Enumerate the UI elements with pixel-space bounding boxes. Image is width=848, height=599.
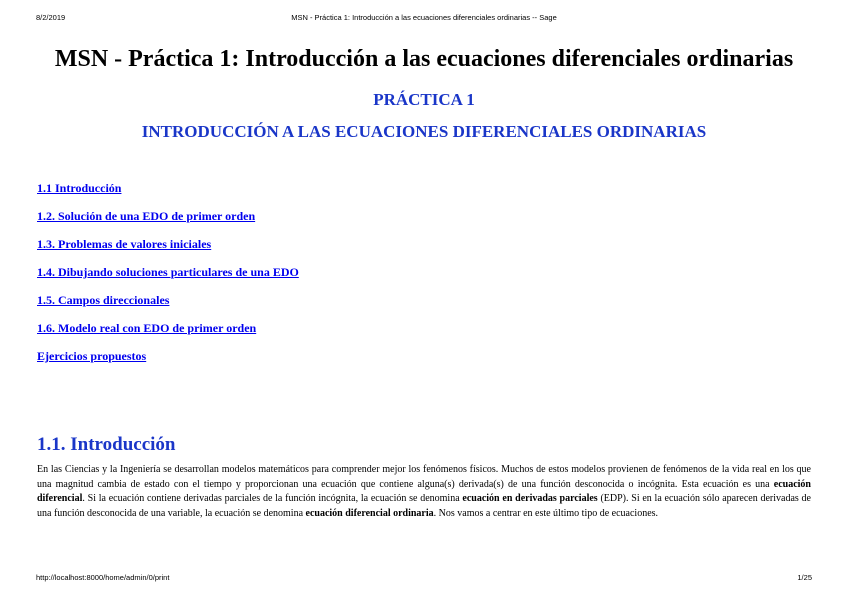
toc-link-valores-iniciales[interactable]: 1.3. Problemas de valores iniciales xyxy=(37,237,212,251)
print-title: MSN - Práctica 1: Introducción a las ecuaciones diferenciales ordinarias -- Sage xyxy=(291,13,557,22)
toc-link-modelo-real[interactable]: 1.6. Modelo real con EDO de primer orden xyxy=(37,321,257,335)
toc-item xyxy=(37,292,299,320)
page-number: 1/25 xyxy=(797,573,812,582)
toc-item xyxy=(37,264,299,292)
toc-item xyxy=(37,180,299,208)
toc-link-campos-direccionales[interactable]: 1.5. Campos direccionales xyxy=(37,293,170,307)
term-edo: ecuación diferencial ordinaria xyxy=(305,507,434,519)
page-title: MSN - Práctica 1: Introducción a las ecuaciones diferenciales ordinarias xyxy=(54,46,794,72)
practice-topic-heading: INTRODUCCIÓN A LAS ECUACIONES DIFERENCIALES ORDINARIAS xyxy=(141,122,707,141)
section-heading-introduccion: 1.1. Introducción xyxy=(37,434,176,455)
toc-link-solucion-edo[interactable]: 1.2. Solución de una EDO de primer orden xyxy=(37,209,256,223)
term-ecuacion-diferencial: ecuación diferencial xyxy=(37,478,811,504)
table-of-contents xyxy=(37,180,299,376)
toc-link-soluciones-particulares[interactable]: 1.4. Dibujando soluciones particulares de una EDO xyxy=(37,265,299,279)
print-date: 8/2/2019 xyxy=(36,13,66,22)
term-edp: ecuación en derivadas parciales xyxy=(462,493,598,504)
intro-paragraph xyxy=(37,463,811,521)
print-footer xyxy=(36,573,812,585)
toc-item xyxy=(37,348,299,376)
toc-item xyxy=(37,208,299,236)
paragraph-text: (EDP). Si en la ecuación sólo aparecen derivadas de una función desconocida de una variable, la ecuación se denomina xyxy=(37,493,811,519)
toc-item xyxy=(37,320,299,348)
toc-item xyxy=(37,236,299,264)
paragraph-text: . Nos vamos a centrar en este último tipo de ecuaciones. xyxy=(433,507,659,519)
practice-number-heading: PRÁCTICA 1 xyxy=(373,90,475,109)
toc-link-ejercicios[interactable]: Ejercicios propuestos xyxy=(37,349,147,363)
print-url: http://localhost:8000/home/admin/0/print xyxy=(36,573,170,582)
paragraph-text: . Si la ecuación contiene derivadas parciales de la función incógnita, la ecuación se denomina xyxy=(82,493,463,504)
print-header xyxy=(36,13,812,25)
toc-link-introduccion[interactable]: 1.1 Introducción xyxy=(37,181,122,195)
paragraph-text: En las Ciencias y la Ingeniería se desarrollan modelos matemáticos para comprender mejor los fenómenos físicos. Muchos de estos modelos provienen de fenómenos de la vida real en los que una magnitud cambia de estado con el tiempo y proporcionan una ecuación que contiene alguna(s) derivada(s) de una función desconocida o incógnita. Esta ecuación es una xyxy=(37,464,811,490)
